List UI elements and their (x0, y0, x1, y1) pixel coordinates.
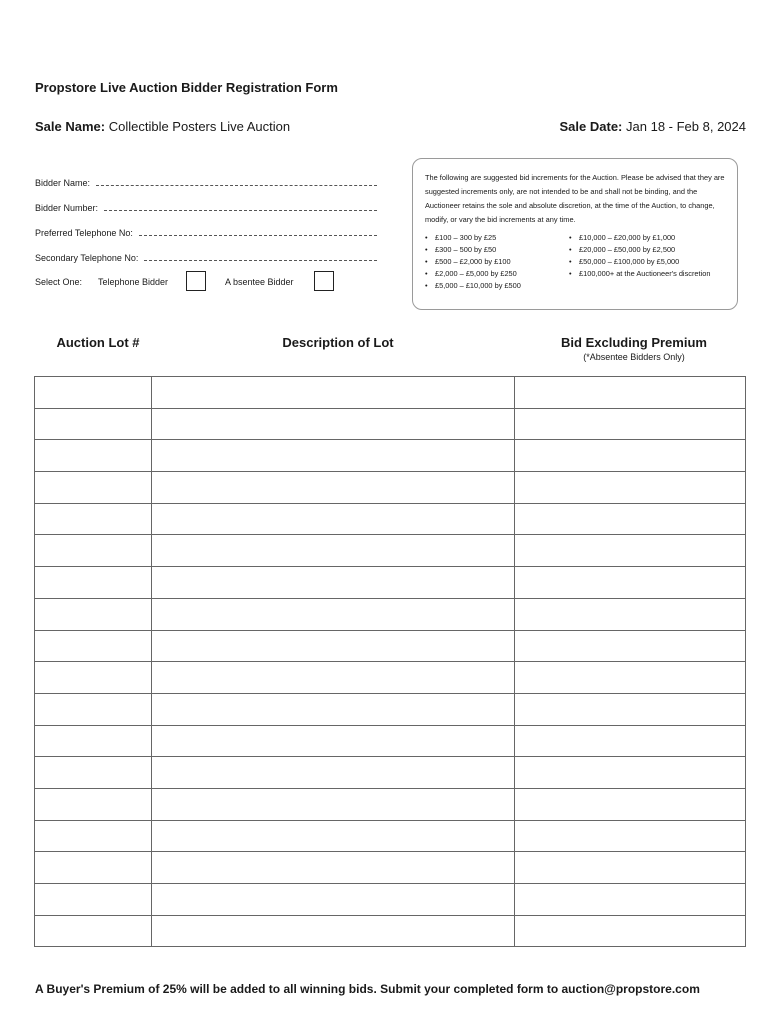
description-cell[interactable] (152, 757, 515, 789)
table-row (35, 630, 746, 662)
description-cell[interactable] (152, 440, 515, 472)
lot-number-cell[interactable] (35, 472, 152, 504)
lot-number-cell[interactable] (35, 567, 152, 599)
lot-number-cell[interactable] (35, 852, 152, 884)
description-cell[interactable] (152, 598, 515, 630)
bidder-number-field[interactable] (35, 199, 377, 213)
bid-cell[interactable] (515, 440, 746, 472)
lot-number-cell[interactable] (35, 788, 152, 820)
description-cell[interactable] (152, 377, 515, 409)
form-title: Propstore Live Auction Bidder Registration Form (35, 80, 338, 95)
table-row (35, 757, 746, 789)
bid-cell[interactable] (515, 852, 746, 884)
lot-table (34, 376, 746, 947)
bid-cell[interactable] (515, 820, 746, 852)
table-row (35, 598, 746, 630)
increment-item: • £500 – £2,000 by £100 (425, 256, 569, 268)
preferred-phone-field[interactable] (35, 224, 377, 238)
lot-number-cell[interactable] (35, 725, 152, 757)
increment-item: • £300 – 500 by £50 (425, 244, 569, 256)
lot-number-cell[interactable] (35, 693, 152, 725)
increment-item: • £5,000 – £10,000 by £500 (425, 280, 569, 292)
absentee-bidder-label: A bsentee Bidder (225, 277, 294, 287)
lot-number-cell[interactable] (35, 884, 152, 916)
footer-note: A Buyer's Premium of 25% will be added to all winning bids. Submit your completed form to auction@propstore.com (35, 982, 700, 996)
increment-item: • £2,000 – £5,000 by £250 (425, 268, 569, 280)
bid-cell[interactable] (515, 915, 746, 947)
sale-date-value: Jan 18 - Feb 8, 2024 (626, 119, 746, 134)
bid-cell[interactable] (515, 377, 746, 409)
lot-number-cell[interactable] (35, 440, 152, 472)
description-cell[interactable] (152, 884, 515, 916)
sale-date (560, 119, 746, 134)
description-cell[interactable] (152, 693, 515, 725)
description-cell[interactable] (152, 567, 515, 599)
description-cell[interactable] (152, 630, 515, 662)
lot-number-cell[interactable] (35, 757, 152, 789)
bid-cell[interactable] (515, 662, 746, 694)
bidder-number-label: Bidder Number: (35, 203, 99, 213)
description-cell[interactable] (152, 820, 515, 852)
table-row (35, 693, 746, 725)
table-row (35, 915, 746, 947)
table-row (35, 725, 746, 757)
increment-item: • £20,000 – £50,000 by £2,500 (569, 244, 719, 256)
lot-number-cell[interactable] (35, 598, 152, 630)
description-cell[interactable] (152, 788, 515, 820)
lot-number-cell[interactable] (35, 662, 152, 694)
table-row (35, 535, 746, 567)
bid-cell[interactable] (515, 693, 746, 725)
bid-header: Bid Excluding Premium (561, 335, 707, 350)
table-row (35, 377, 746, 409)
table-row (35, 472, 746, 504)
bid-increments-box (412, 158, 738, 310)
increment-item: • £50,000 – £100,000 by £5,000 (569, 256, 719, 268)
bid-cell[interactable] (515, 598, 746, 630)
table-row (35, 440, 746, 472)
preferred-phone-line[interactable] (139, 228, 377, 236)
select-one-label: Select One: (35, 277, 83, 287)
table-row (35, 820, 746, 852)
table-row (35, 503, 746, 535)
table-row (35, 788, 746, 820)
bidder-name-field[interactable] (35, 174, 377, 188)
table-row (35, 852, 746, 884)
description-cell[interactable] (152, 662, 515, 694)
increment-item: • £100,000+ at the Auctioneer's discretion (569, 268, 719, 280)
telephone-bidder-label: Telephone Bidder (98, 277, 169, 287)
increment-item: • £10,000 – £20,000 by £1,000 (569, 232, 719, 244)
description-cell[interactable] (152, 915, 515, 947)
preferred-phone-label: Preferred Telephone No: (35, 228, 133, 238)
sale-name-value: Collectible Posters Live Auction (108, 119, 291, 134)
lot-number-cell[interactable] (35, 503, 152, 535)
lot-number-header: Auction Lot # (56, 335, 140, 350)
description-cell[interactable] (152, 503, 515, 535)
bidder-name-label: Bidder Name: (35, 178, 91, 188)
description-cell[interactable] (152, 852, 515, 884)
increments-intro: The following are suggested bid increments for the Auction. Please be advised that they are suggested increments only, are not intended to be and shall not be binding, and the Auctioneer retains the sole and absolute discretion, at the time of the Auction, to change, modify, or vary the bid increments at any time. (425, 173, 725, 224)
bid-cell[interactable] (515, 472, 746, 504)
lot-number-cell[interactable] (35, 377, 152, 409)
sale-name-label: Sale Name: (35, 119, 106, 134)
bid-cell[interactable] (515, 788, 746, 820)
increments-list-right (569, 232, 719, 292)
secondary-phone-field[interactable] (35, 249, 377, 263)
lot-number-cell[interactable] (35, 630, 152, 662)
bidder-number-line[interactable] (104, 203, 377, 211)
secondary-phone-label: Secondary Telephone No: (35, 253, 139, 263)
increments-list-left (425, 232, 569, 292)
bid-cell[interactable] (515, 535, 746, 567)
bid-cell[interactable] (515, 567, 746, 599)
lot-number-cell[interactable] (35, 535, 152, 567)
bid-cell[interactable] (515, 408, 746, 440)
bidder-name-line[interactable] (96, 178, 377, 186)
absentee-note: (*Absentee Bidders Only) (583, 352, 685, 362)
bid-cell[interactable] (515, 630, 746, 662)
bid-cell[interactable] (515, 503, 746, 535)
description-cell[interactable] (152, 408, 515, 440)
lot-table-body (35, 377, 746, 947)
table-row (35, 567, 746, 599)
bid-cell[interactable] (515, 725, 746, 757)
sale-name (35, 119, 290, 134)
lot-number-cell[interactable] (35, 408, 152, 440)
absentee-bidder-checkbox[interactable] (314, 271, 334, 291)
bid-cell[interactable] (515, 757, 746, 789)
table-row (35, 662, 746, 694)
table-row (35, 408, 746, 440)
sale-date-label: Sale Date: (559, 119, 623, 134)
description-cell[interactable] (152, 472, 515, 504)
increment-item: • £100 – 300 by £25 (425, 232, 569, 244)
description-cell[interactable] (152, 535, 515, 567)
secondary-phone-line[interactable] (144, 253, 377, 261)
table-row (35, 884, 746, 916)
bid-cell[interactable] (515, 884, 746, 916)
lot-number-cell[interactable] (35, 915, 152, 947)
lot-number-cell[interactable] (35, 820, 152, 852)
telephone-bidder-checkbox[interactable] (186, 271, 206, 291)
description-cell[interactable] (152, 725, 515, 757)
description-header: Description of Lot (282, 335, 394, 350)
